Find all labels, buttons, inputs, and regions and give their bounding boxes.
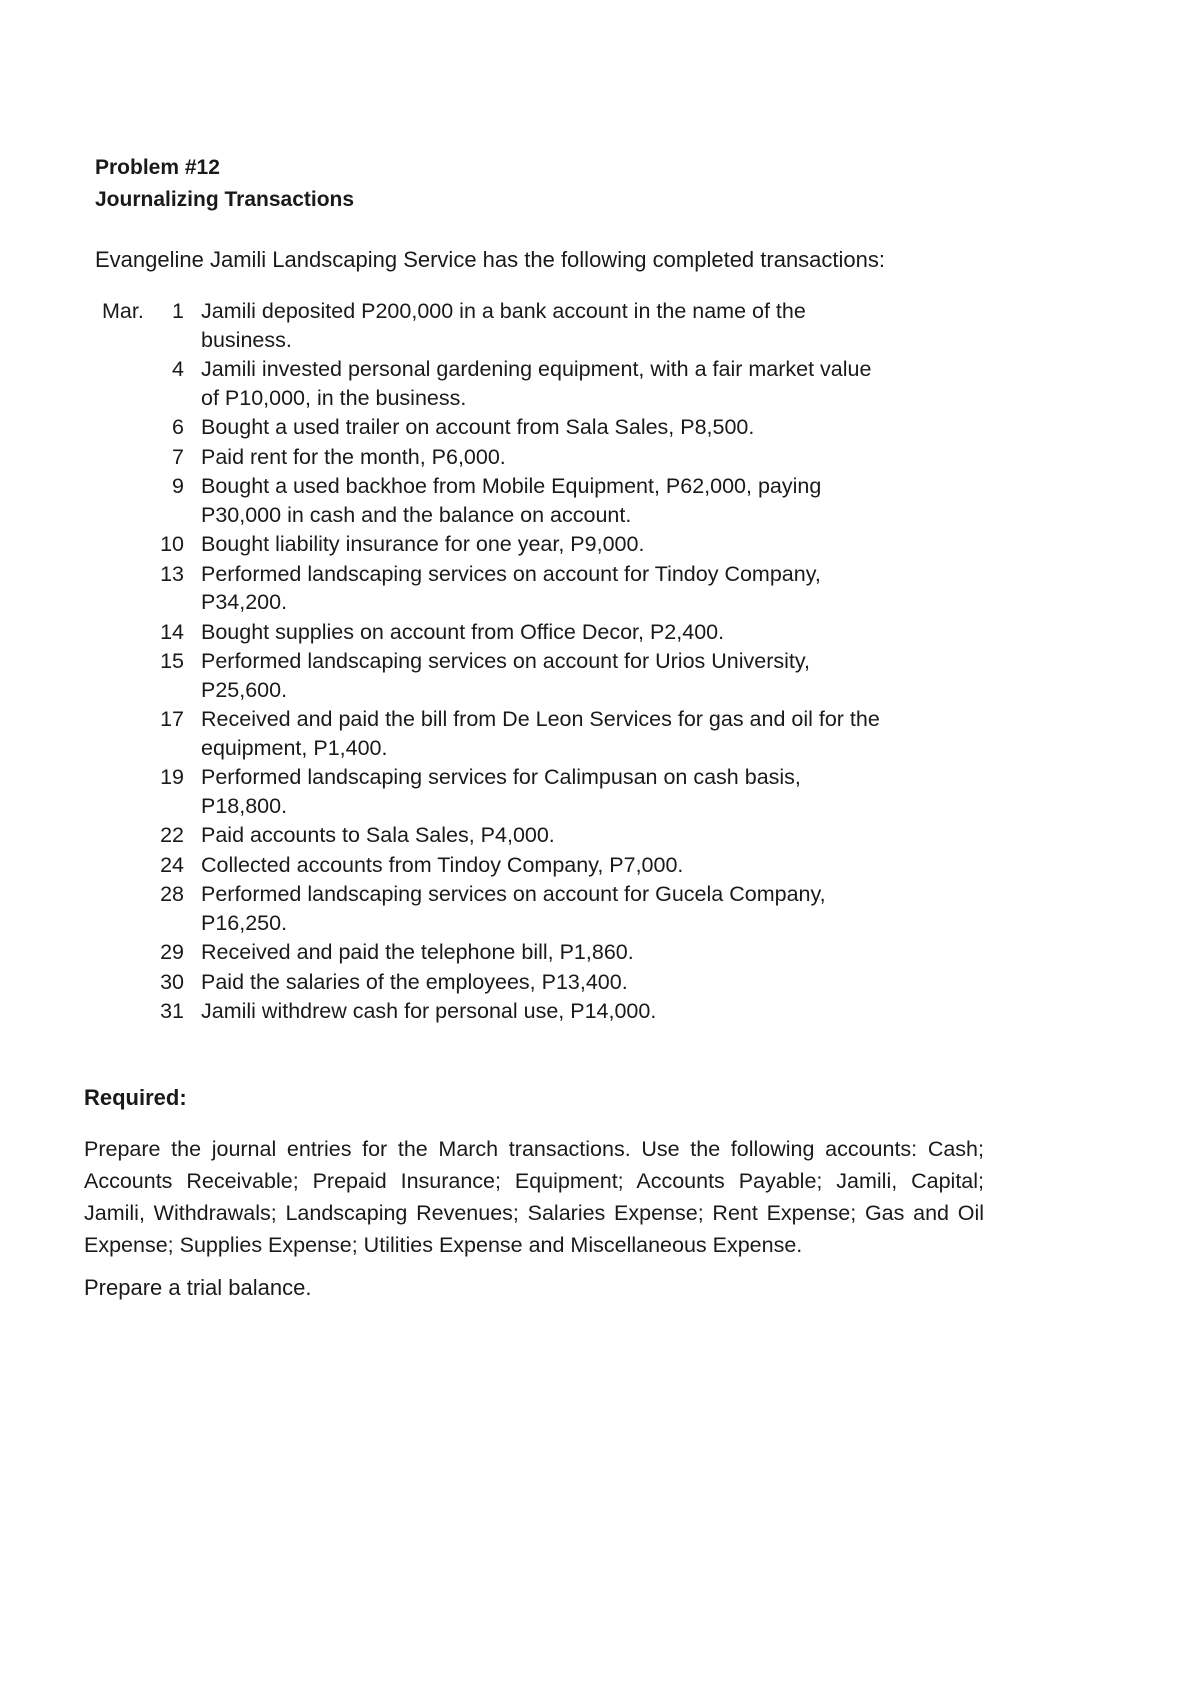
- required-instruction: Prepare the journal entries for the March transactions. Use the following accounts: Cash; Accounts Receivable; Prepaid Insurance; Equipment; Accounts Payable; Jamili, Capital; Jamili, Withdrawals; Landscaping Revenues; Salaries Expense; Rent Expense; Gas and Oil Expense; Supplies Expense; Utilities Expense and Miscellaneous Expense.: [84, 1137, 984, 1257]
- transaction-item: [102, 938, 922, 967]
- transaction-day: 31: [160, 999, 184, 1023]
- problem-number: Problem #12: [95, 156, 220, 179]
- transaction-description: Bought a used trailer on account from Sala Sales, P8,500.: [201, 415, 755, 439]
- transaction-day: 17: [160, 707, 184, 731]
- transaction-description: Paid accounts to Sala Sales, P4,000.: [201, 823, 555, 847]
- problem-topic: Journalizing Transactions: [95, 188, 355, 211]
- transaction-item: [102, 297, 922, 354]
- transaction-item: [102, 472, 922, 529]
- transaction-day: 13: [160, 561, 184, 586]
- transaction-day: 1: [172, 299, 184, 323]
- transaction-list: [102, 297, 922, 1027]
- transaction-description: Bought a used backhoe from Mobile Equipment, P62,000, paying P30,000 in cash and the balance on account.: [201, 474, 822, 527]
- transaction-description: Bought liability insurance for one year, P9,000.: [201, 532, 645, 556]
- transaction-description: Paid the salaries of the employees, P13,400.: [201, 969, 628, 994]
- transaction-day: 14: [160, 619, 184, 644]
- transaction-item: [102, 413, 922, 442]
- transaction-day: 19: [160, 765, 184, 789]
- transaction-item: [102, 560, 922, 617]
- transaction-description: Jamili withdrew cash for personal use, P14,000.: [201, 999, 657, 1023]
- transaction-item: [102, 821, 922, 850]
- transaction-day: 10: [160, 532, 184, 556]
- transaction-description: Bought supplies on account from Office Decor, P2,400.: [201, 619, 725, 644]
- transaction-day: 9: [172, 474, 184, 498]
- transaction-item: [102, 763, 922, 820]
- transaction-day: 4: [172, 357, 184, 381]
- transaction-description: Jamili deposited P200,000 in a bank account in the name of the business.: [201, 299, 806, 352]
- transaction-day: 24: [160, 852, 184, 877]
- intro-sentence: Evangeline Jamili Landscaping Service has the following completed transactions:: [95, 247, 886, 272]
- transaction-day: 15: [160, 649, 184, 673]
- transaction-day: 29: [160, 940, 184, 964]
- transaction-item: [102, 880, 922, 937]
- problem-header: [95, 152, 354, 216]
- transaction-day: 22: [160, 823, 184, 847]
- transaction-day: 7: [172, 444, 184, 469]
- transaction-item: [102, 618, 922, 647]
- transaction-day: 6: [172, 415, 184, 439]
- required-heading: Required:: [84, 1085, 187, 1110]
- transaction-description: Collected accounts from Tindoy Company, P7,000.: [201, 852, 684, 877]
- transaction-item: [102, 997, 922, 1026]
- required-instruction-trial-balance: Prepare a trial balance.: [84, 1275, 312, 1300]
- transaction-item: [102, 851, 922, 880]
- transaction-month: Mar.: [102, 299, 144, 323]
- transaction-item: [102, 647, 922, 704]
- transaction-description: Performed landscaping services on account for Gucela Company, P16,250.: [201, 882, 826, 935]
- transaction-description: Jamili invested personal gardening equipment, with a fair market value of P10,000, in the business.: [201, 357, 872, 410]
- transaction-description: Performed landscaping services on account for Urios University, P25,600.: [201, 649, 811, 702]
- transaction-day: 28: [160, 882, 184, 906]
- transaction-item: [102, 530, 922, 559]
- transaction-item: [102, 355, 922, 412]
- transaction-description: Received and paid the bill from De Leon Services for gas and oil for the equipment, P1,400.: [201, 707, 880, 760]
- transaction-description: Received and paid the telephone bill, P1,860.: [201, 940, 634, 964]
- transaction-item: [102, 968, 922, 997]
- transaction-item: [102, 705, 922, 762]
- transaction-day: 30: [160, 969, 184, 994]
- transaction-item: [102, 443, 922, 472]
- transaction-description: Performed landscaping services for Calimpusan on cash basis, P18,800.: [201, 765, 801, 818]
- transaction-description: Paid rent for the month, P6,000.: [201, 444, 506, 469]
- transaction-description: Performed landscaping services on account for Tindoy Company, P34,200.: [201, 561, 821, 614]
